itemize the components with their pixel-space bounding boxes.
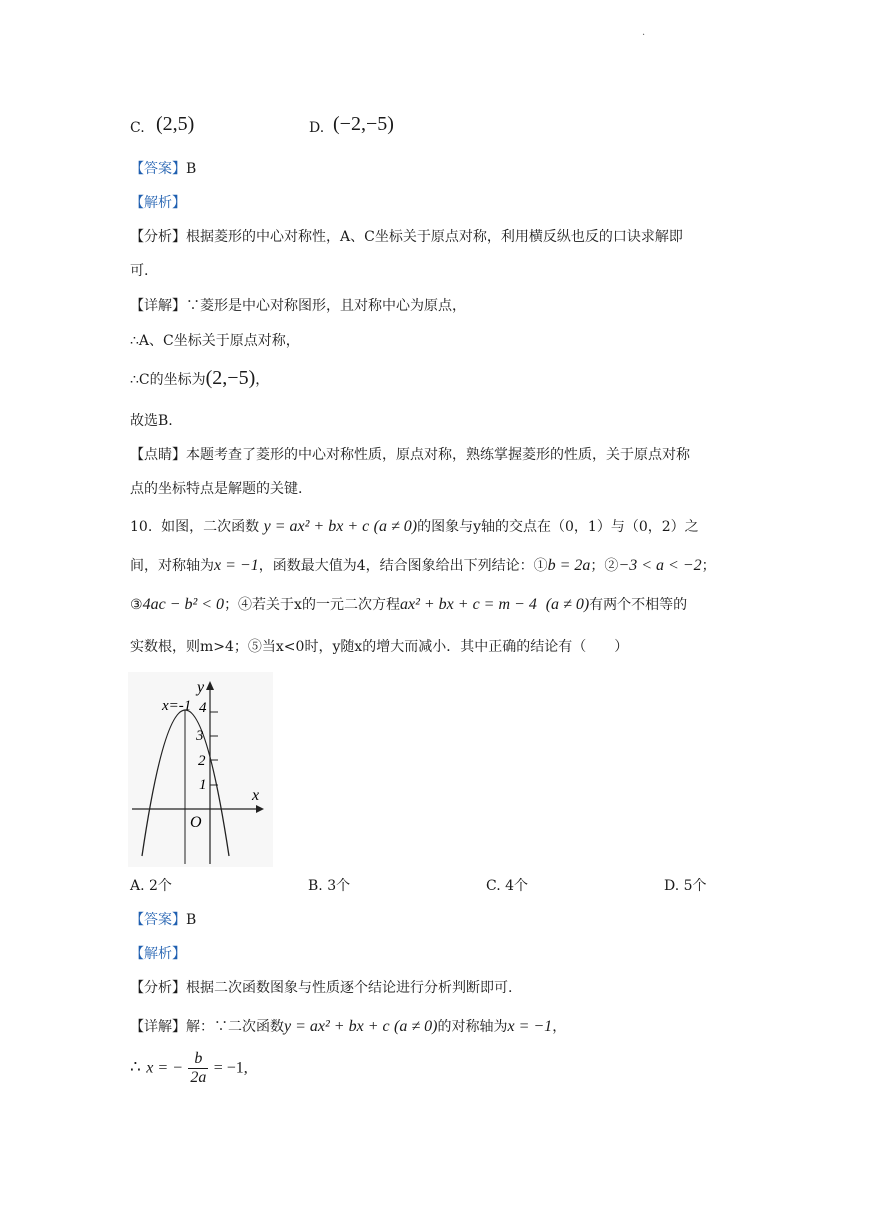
q10-text-3a: ③ bbox=[130, 597, 143, 613]
q10-text-3c: 有两个不相等的 bbox=[589, 597, 688, 613]
parabola-graph bbox=[128, 672, 273, 867]
q10-text-1a: 如图，二次函数 bbox=[161, 519, 260, 535]
option-d-text: 5个 bbox=[683, 878, 707, 894]
q10-equation: ax² + bx + c = m − 4 bbox=[399, 596, 537, 613]
q9-symmetry-line bbox=[130, 330, 300, 350]
fenxi-text-cont: 可. bbox=[130, 263, 149, 279]
final-result: = −1, bbox=[213, 1059, 248, 1077]
analysis-tag: 【解析】 bbox=[130, 195, 186, 211]
xiangjie-condition: (a ≠ 0) bbox=[394, 1018, 438, 1035]
option-b-label: B. bbox=[308, 878, 323, 894]
q10-condition: (a ≠ 0) bbox=[373, 518, 418, 535]
answer-tag: 【答案】 bbox=[130, 161, 186, 177]
option-c bbox=[486, 875, 528, 895]
q9-fenxi-line-2 bbox=[130, 260, 148, 280]
question-number: 10. bbox=[130, 519, 153, 535]
xiangjie-text-c: ， bbox=[552, 1019, 567, 1035]
x-axis-label: x bbox=[252, 787, 260, 804]
q10-text-2c: ；② bbox=[590, 558, 619, 574]
q10-text-3b: ；④若关于x的一元二次方程 bbox=[224, 597, 400, 613]
answer-value: B bbox=[186, 161, 197, 177]
coord-suffix: ， bbox=[255, 372, 270, 388]
coord-prefix: ∴C的坐标为 bbox=[130, 372, 206, 388]
choose-text: 故选B. bbox=[130, 413, 173, 429]
q10-line-4 bbox=[130, 636, 628, 656]
answer-value: B bbox=[186, 912, 197, 928]
y-axis-label: y bbox=[197, 679, 205, 696]
q10-final-line bbox=[130, 1050, 248, 1086]
option-d bbox=[664, 875, 707, 895]
tick-label-2: 2 bbox=[198, 753, 206, 769]
q10-line-1 bbox=[130, 516, 699, 536]
dianjing-text: 本题考查了菱形的中心对称性质，原点对称，熟练掌握菱形的性质，关于原点对称 bbox=[186, 447, 690, 463]
dianjing-text-cont: 点的坐标特点是解题的关键. bbox=[130, 481, 303, 497]
q10-fenxi-line bbox=[130, 977, 512, 997]
xiangjie-text-a: 解：∵二次函数 bbox=[186, 1019, 284, 1035]
fenxi-text: 根据二次函数图象与性质逐个结论进行分析判断即可. bbox=[186, 980, 513, 996]
option-c-value: (2,5) bbox=[156, 113, 195, 135]
coord-value: (2,−5) bbox=[205, 367, 256, 389]
fraction-numerator: b bbox=[188, 1050, 208, 1069]
q10-conclusion-3: 4ac − b² < 0 bbox=[142, 596, 225, 613]
xiangjie-text-b: 的对称轴为 bbox=[437, 1019, 508, 1035]
fenxi-tag: 【分析】 bbox=[130, 980, 186, 996]
option-c-label: C. bbox=[130, 120, 145, 136]
q9-analysis-heading bbox=[130, 192, 186, 212]
final-x: x = − bbox=[146, 1059, 183, 1077]
q10-conclusion-1: b = 2a bbox=[547, 557, 591, 574]
therefore-symbol: ∴ bbox=[130, 1057, 141, 1078]
option-a-text: 2个 bbox=[149, 878, 172, 894]
q10-answer bbox=[130, 909, 196, 929]
xiangjie-axis: x = −1 bbox=[507, 1018, 553, 1035]
q9-fenxi-line-1 bbox=[130, 226, 683, 246]
xiangjie-text: ∵菱形是中心对称图形，且对称中心为原点， bbox=[186, 298, 466, 314]
header-dot: · bbox=[642, 30, 646, 41]
symmetry-axis-label: x=-1 bbox=[162, 698, 192, 714]
xiangjie-function: y = ax² + bx + c bbox=[284, 1018, 390, 1035]
origin-label: O bbox=[190, 814, 202, 831]
fraction-b-over-2a bbox=[188, 1050, 208, 1086]
answer-tag: 【答案】 bbox=[130, 912, 186, 928]
q10-text-1b: 的图象与y轴的交点在（0，1）与（0，2）之 bbox=[417, 519, 699, 535]
q10-text-2a: 间，对称轴为 bbox=[130, 558, 214, 574]
option-a bbox=[130, 875, 172, 895]
q9-dianjing-line-1 bbox=[130, 444, 690, 464]
q10-condition-2: (a ≠ 0) bbox=[545, 596, 590, 613]
q10-text-2b: ，函数最大值为4，结合图象给出下列结论：① bbox=[258, 558, 548, 574]
q9-choose-line bbox=[130, 410, 173, 430]
fenxi-tag: 【分析】 bbox=[130, 229, 186, 245]
q10-function: y = ax² + bx + c bbox=[263, 518, 370, 535]
q10-conclusion-2: −3 < a < −2 bbox=[618, 557, 702, 574]
q9-coordinate-line bbox=[130, 367, 269, 390]
tick-label-1: 1 bbox=[199, 777, 207, 793]
fraction-denominator: 2a bbox=[190, 1068, 207, 1086]
q10-line-3 bbox=[130, 594, 687, 614]
q10-xiangjie-line bbox=[130, 1016, 566, 1036]
xiangjie-tag: 【详解】 bbox=[130, 298, 186, 314]
option-a-label: A. bbox=[130, 878, 145, 894]
q9-answer bbox=[130, 158, 196, 178]
xiangjie-tag: 【详解】 bbox=[130, 1019, 186, 1035]
option-b bbox=[308, 875, 350, 895]
analysis-tag: 【解析】 bbox=[130, 946, 186, 962]
dianjing-tag: 【点睛】 bbox=[130, 447, 186, 463]
q10-axis: x = −1 bbox=[214, 557, 259, 574]
q9-dianjing-line-2 bbox=[130, 478, 302, 498]
q10-text-4: 实数根，则m>4；⑤当x<0时，y随x的增大而减小．其中正确的结论有（ ） bbox=[130, 639, 629, 655]
option-d-value: (−2,−5) bbox=[333, 113, 394, 135]
tick-label-3: 3 bbox=[196, 728, 204, 744]
option-c-label-q10: C. bbox=[486, 878, 501, 894]
tick-label-4: 4 bbox=[199, 700, 207, 716]
option-d-label: D. bbox=[309, 120, 325, 136]
symmetry-text: ∴A、C坐标关于原点对称， bbox=[130, 333, 300, 349]
option-c-text: 4个 bbox=[505, 878, 529, 894]
q10-text-2d: ； bbox=[701, 558, 716, 574]
q9-xiangjie-line bbox=[130, 295, 466, 315]
option-d-label-q10: D. bbox=[664, 878, 680, 894]
fenxi-text: 根据菱形的中心对称性，A、C坐标关于原点对称，利用横反纵也反的口诀求解即 bbox=[186, 229, 683, 245]
option-b-text: 3个 bbox=[327, 878, 351, 894]
q10-analysis-heading bbox=[130, 943, 186, 963]
q10-line-2 bbox=[130, 555, 716, 575]
